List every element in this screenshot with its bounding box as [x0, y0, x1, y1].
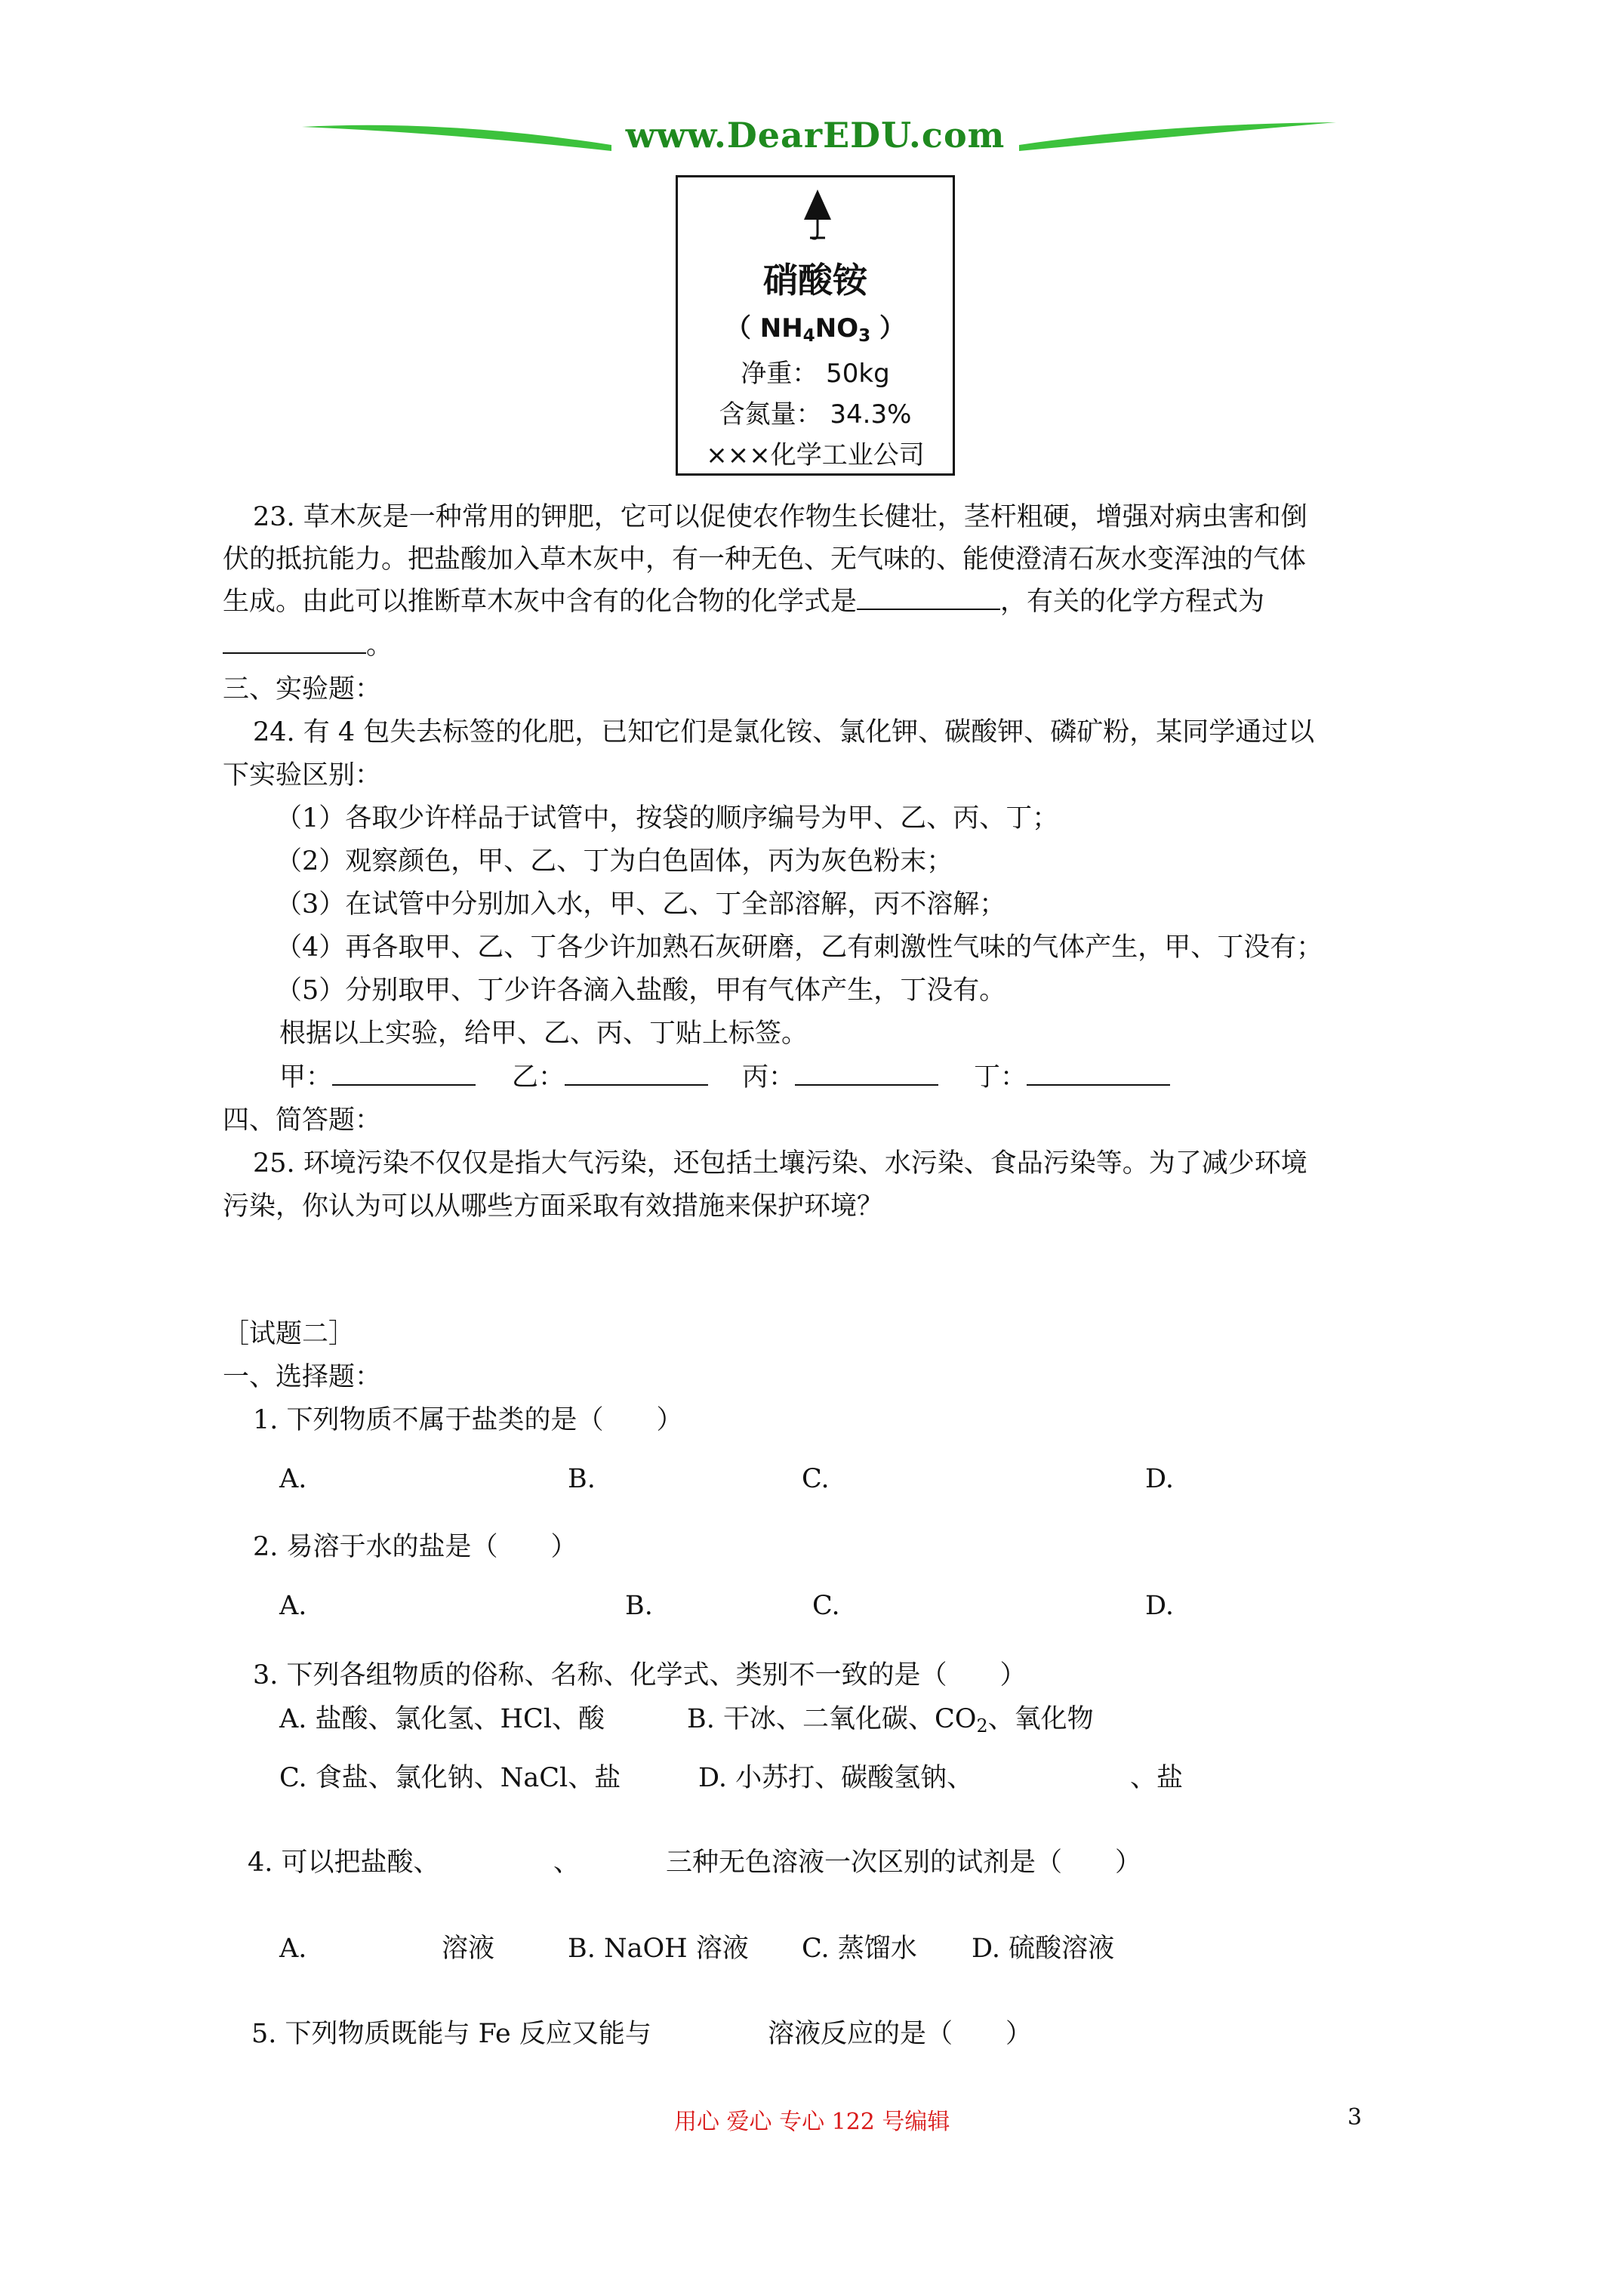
mc1-option-d[interactable]: D. [1145, 1464, 1174, 1494]
mc1-stem: 1. 下列物质不属于盐类的是（ ） [253, 1405, 683, 1435]
umbrella-icon [795, 186, 840, 247]
mc3-option-d[interactable]: D. 小苏打、碳酸氢钠、 [698, 1763, 974, 1793]
page-number: 3 [1347, 2104, 1363, 2131]
q24-conclusion: 根据以上实验，给甲、乙、丙、丁贴上标签。 [279, 1019, 808, 1049]
mc4-stem-a: 4. 可以把盐酸、 [248, 1848, 440, 1878]
mc1-option-a[interactable]: A. [279, 1464, 307, 1494]
mc4-option-a[interactable]: A. [279, 1934, 307, 1964]
q24-step: （4）再各取甲、乙、丁各少许加熟石灰研磨，乙有刺激性气味的气体产生，甲、丁没有； [276, 932, 1323, 963]
q24-answer-bing: 丙： [742, 1056, 938, 1099]
label-formula: （ $NH_4NO_3$ ） [725, 313, 906, 346]
q24-line2: 下实验区别： [223, 760, 382, 791]
q24-step: （5）分别取甲、丁少许各滴入盐酸，甲有气体产生，丁没有。 [276, 975, 1006, 1006]
site-banner [294, 113, 1336, 166]
answer-blank[interactable] [565, 1056, 708, 1086]
test-two-heading: ［试题二］ [223, 1319, 356, 1349]
q23-equation-blank[interactable] [223, 624, 366, 654]
label-nitrogen-content: 含氮量： 34.3% [719, 399, 912, 430]
mc3-option-a[interactable]: A. 盐酸、氯化氢、HCl、酸 [279, 1704, 605, 1734]
mc3-stem: 3. 下列各组物质的俗称、名称、化学式、类别不一致的是（ ） [253, 1660, 1027, 1690]
q24-step: （3）在试管中分别加入水，甲、乙、丁全部溶解，丙不溶解； [276, 889, 1006, 920]
section-short-answer-heading: 四、简答题： [223, 1105, 382, 1136]
q25-line1: 25. 环境污染不仅仅是指大气污染，还包括土壤污染、水污染、食品污染等。为了减少环境 [253, 1148, 1307, 1179]
mc3-option-c[interactable]: C. 食盐、氯化钠、NaCl、盐 [279, 1763, 621, 1793]
label-net-weight: 净重： 50kg [741, 359, 890, 389]
mc4-stem-b: 、 [553, 1848, 581, 1878]
q24-answer-yi: 乙： [512, 1056, 708, 1099]
mc3-option-d-end: 、盐 [1130, 1763, 1184, 1793]
label-company: ×××化学工业公司 [706, 440, 925, 470]
q23-line1: 23. 草木灰是一种常用的钾肥，它可以促使农作物生长健壮，茎杆粗硬，增强对病虫害和倒 [253, 502, 1307, 532]
footer-credit: 用心 爱心 专心 122 号编辑 [674, 2109, 950, 2135]
q23-line2: 伏的抵抗能力。把盐酸加入草木灰中，有一种无色、无气味的、能使澄清石灰水变浑浊的气体 [223, 544, 1307, 575]
q23-line3: 生成。由此可以推断草木灰中含有的化合物的化学式是 ，有关的化学方程式为 [223, 580, 1264, 624]
mc4-option-c[interactable]: C. 蒸馏水 [802, 1934, 917, 1964]
mc1-option-c[interactable]: C. [802, 1464, 830, 1494]
q24-line1: 24. 有 4 包失去标签的化肥，已知它们是氯化铵、氯化钾、碳酸钾、磷矿粉，某同学通过以 [253, 717, 1315, 747]
mc1-option-b[interactable]: B. [568, 1464, 596, 1494]
mc4-option-d[interactable]: D. 硫酸溶液 [972, 1934, 1115, 1964]
q24-answer-ding: 丁： [974, 1056, 1170, 1099]
answer-blank[interactable] [332, 1056, 476, 1086]
q24-answer-jia: 甲： [279, 1056, 476, 1099]
section-choice-heading: 一、选择题： [223, 1362, 382, 1392]
q24-step: （1）各取少许样品于试管中，按袋的顺序编号为甲、乙、丙、丁； [276, 803, 1059, 834]
mc4-option-a-tail: 溶液 [442, 1934, 495, 1964]
mc5-stem-a: 5. 下列物质既能与 Fe 反应又能与 [251, 2019, 651, 2049]
mc4-stem-c: 三种无色溶液一次区别的试剂是（ ） [666, 1848, 1142, 1878]
mc4-option-b[interactable]: B. NaOH 溶液 [568, 1934, 749, 1964]
label-product-name: 硝酸铵 [763, 260, 867, 300]
mc2-option-b[interactable]: B. [625, 1591, 653, 1621]
q24-step: （2）观察颜色，甲、乙、丁为白色固体，丙为灰色粉末； [276, 846, 953, 877]
mc3-option-b[interactable]: B. 干冰、二氧化碳、$CO_2$、氧化物 [687, 1704, 1094, 1737]
q25-line2: 污染，你认为可以从哪些方面采取有效措施来保护环境？ [223, 1191, 884, 1222]
section-experiment-heading: 三、实验题： [223, 674, 382, 704]
answer-blank[interactable] [795, 1056, 938, 1086]
site-url: www.DearEDU.com [625, 115, 1006, 156]
q23-line4: 。 [223, 624, 393, 667]
mc2-option-c[interactable]: C. [812, 1591, 840, 1621]
mc2-option-a[interactable]: A. [279, 1591, 307, 1621]
mc5-stem-b: 溶液反应的是（ ） [768, 2019, 1033, 2049]
answer-blank[interactable] [1027, 1056, 1170, 1086]
fertilizer-label [676, 175, 955, 476]
mc2-option-d[interactable]: D. [1145, 1591, 1174, 1621]
q23-formula-blank[interactable] [857, 580, 1000, 610]
mc2-stem: 2. 易溶于水的盐是（ ） [253, 1532, 577, 1562]
